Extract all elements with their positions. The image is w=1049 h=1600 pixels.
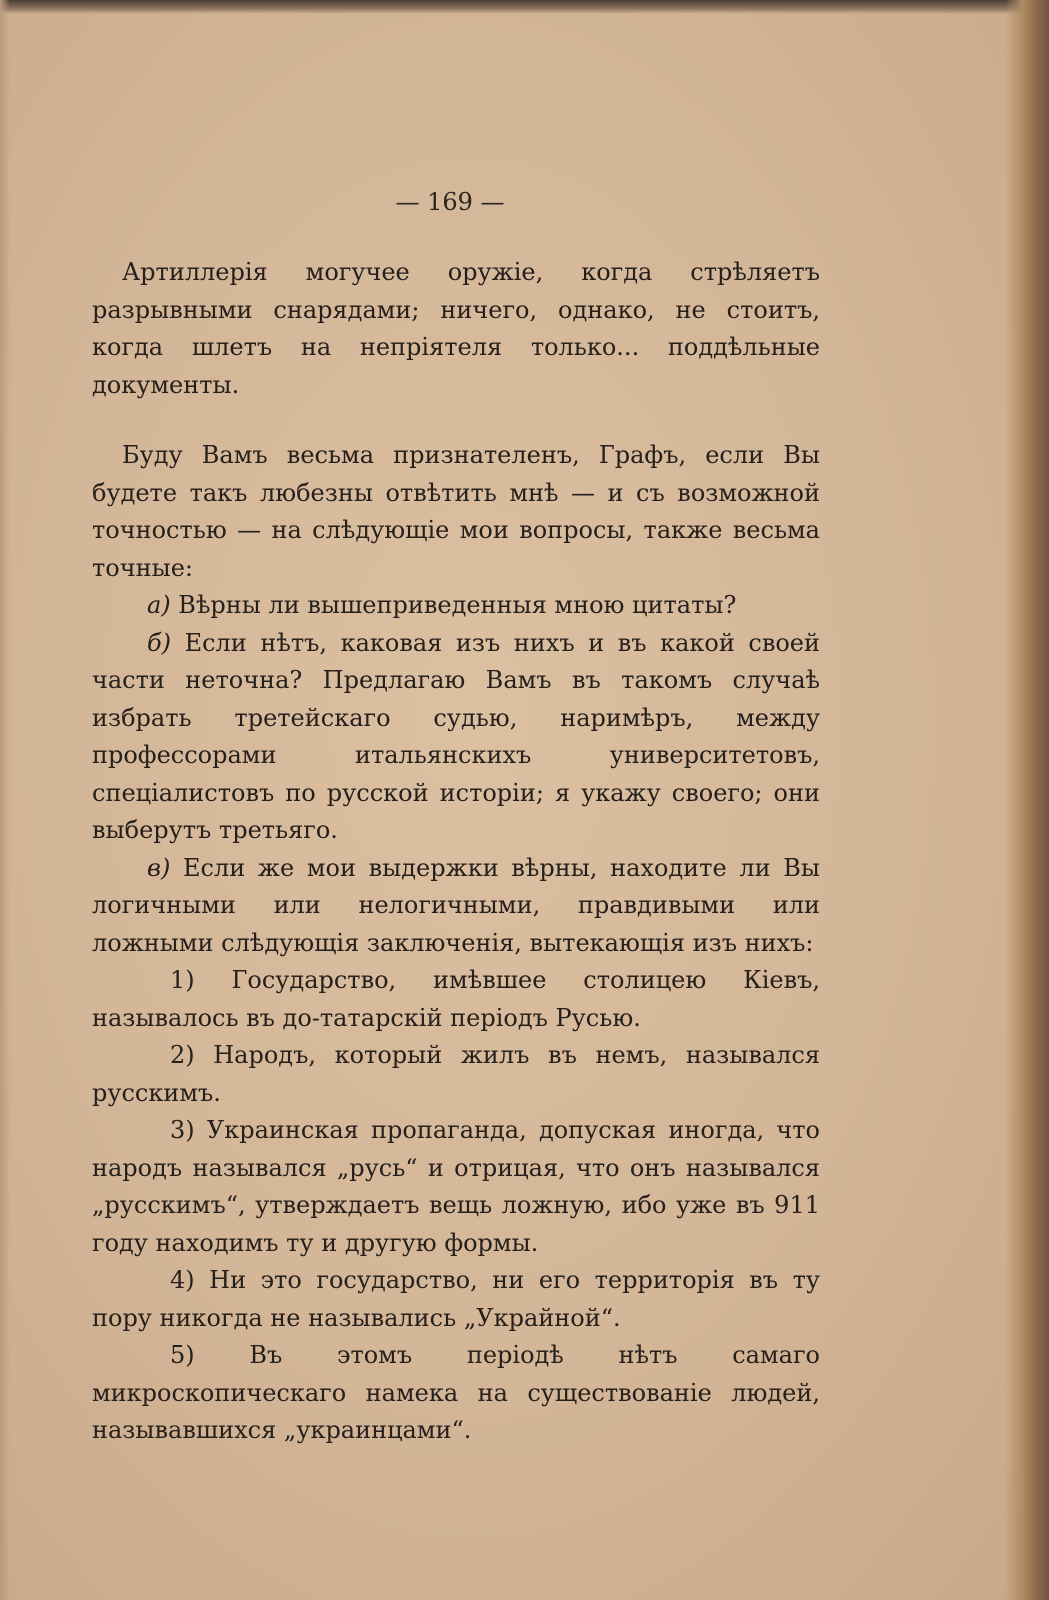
question-b-marker: б) xyxy=(147,628,172,657)
page-left-edge xyxy=(0,0,10,1600)
question-a-text: Вѣрны ли вышеприведенныя мною цитаты? xyxy=(170,591,737,619)
conclusion-3: 3) Украинская пропаганда, допуская иногда, что народъ назывался „русь“ и отрицая, что онъ назывался „русскимъ“, утверждаетъ вещь ложную, ибо уже въ 911 году находимъ ту и другую формы. xyxy=(92,1116,820,1257)
question-b-text: Если нѣтъ, каковая изъ нихъ и въ какой своей части неточна? Предлагаю Вамъ въ такомъ случаѣ избрать третейскаго судью, наримѣръ, между профессорами итальянскихъ университетовъ, спеціалистовъ по русской исторіи; я укажу своего; они выберутъ третьяго. xyxy=(92,628,820,844)
question-b xyxy=(92,625,820,850)
page-number-header: — 169 — xyxy=(395,188,505,216)
conclusion-5: 5) Въ этомъ періодѣ нѣтъ самаго микроскопическаго намека на существованіе людей, называвшихся „украинцами“. xyxy=(92,1341,820,1444)
question-c-text: Если же мои выдержки вѣрны, находите ли Вы логичными или нелогичными, правдивыми или ложными слѣдующія заключенія, вытекающія изъ нихъ: xyxy=(92,853,820,957)
page-top-edge xyxy=(0,0,1049,14)
conclusion-4: 4) Ни это государство, ни его территорія въ ту пору никогда не назывались „Украйной“. xyxy=(92,1266,820,1332)
question-a-marker: а) xyxy=(147,591,171,619)
question-c-marker: в) xyxy=(147,853,171,882)
paragraph-request: Буду Вамъ весьма признателенъ, Графъ, если Вы будете такъ любезны отвѣтить мнѣ — и съ возможной точностью — на слѣдующіе мои вопросы, также весьма точные: xyxy=(92,441,820,582)
conclusion-2: 2) Народъ, который жилъ въ немъ, назывался русскимъ. xyxy=(92,1041,820,1107)
question-c xyxy=(92,850,820,963)
body-text xyxy=(92,254,820,1450)
conclusion-1: 1) Государство, имѣвшее столицею Кіевъ, называлось въ до-татарскій періодъ Русью. xyxy=(92,966,820,1032)
paragraph-artillery: Артиллерія могучее оружіе, когда стрѣляетъ разрывными снарядами; ничего, однако, не стоитъ, когда шлетъ на непріятеля только... поддѣльные документы. xyxy=(92,258,820,399)
question-a xyxy=(92,587,820,625)
page-right-edge xyxy=(1005,0,1049,1600)
